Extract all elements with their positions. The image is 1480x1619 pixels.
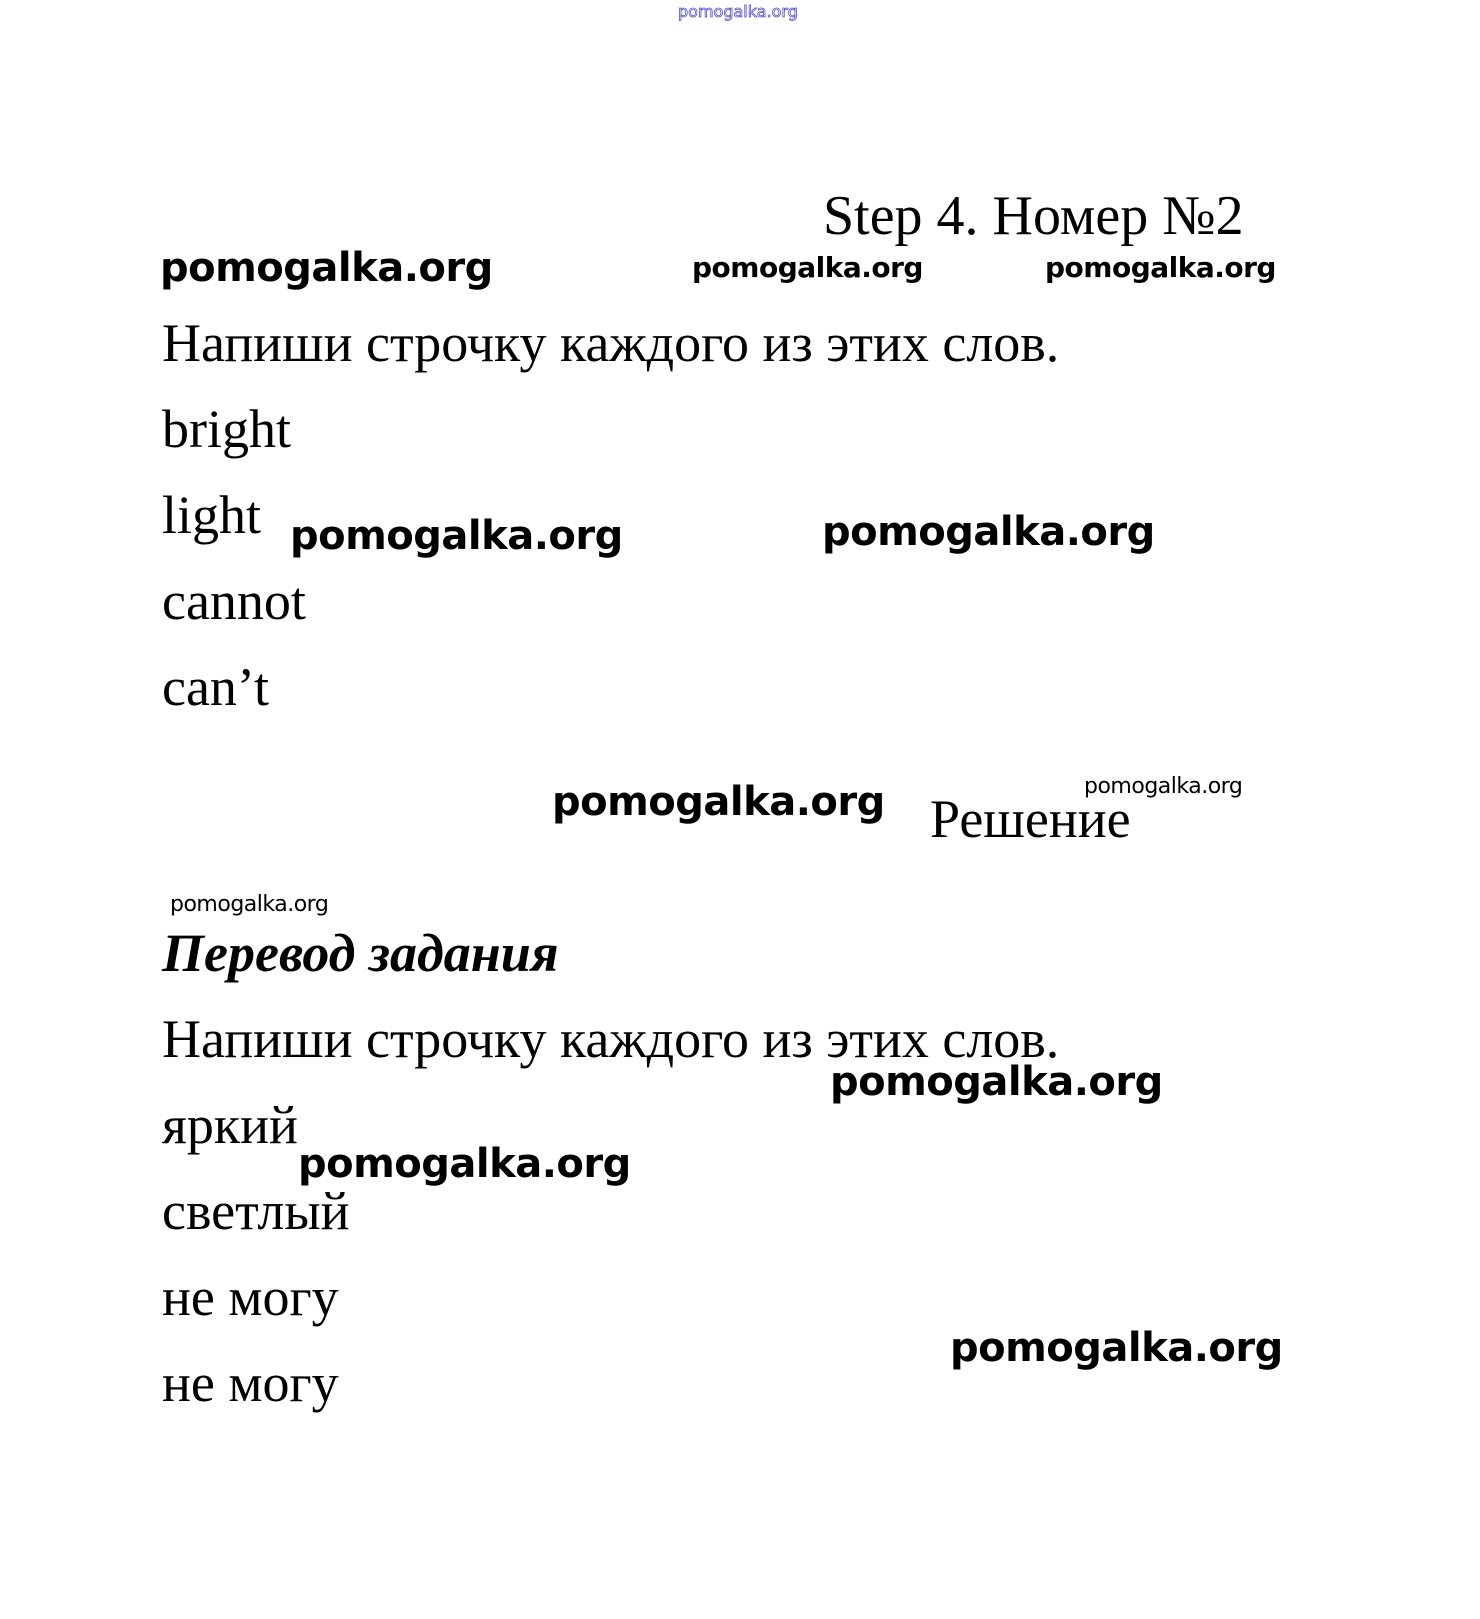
watermark: pomogalka.org: [290, 513, 623, 559]
task-word: can’t: [162, 657, 269, 717]
watermark: pomogalka.org: [692, 251, 923, 284]
translation-word: светлый: [162, 1181, 350, 1241]
task-word: cannot: [162, 571, 306, 631]
solution-heading: Решение: [930, 789, 1131, 849]
translation-instruction: Напиши строчку каждого из этих слов.: [162, 1009, 1060, 1069]
watermark: pomogalka.org: [298, 1141, 631, 1187]
translation-heading: Перевод задания: [162, 923, 559, 983]
task-word: light: [162, 485, 262, 545]
watermark: pomogalka.org: [822, 509, 1155, 555]
watermark: pomogalka.org: [1084, 774, 1243, 799]
watermark: pomogalka.org: [950, 1325, 1283, 1371]
task-instruction: Напиши строчку каждого из этих слов.: [162, 313, 1060, 373]
translation-word: не могу: [162, 1353, 339, 1413]
watermark: pomogalka.org: [552, 779, 885, 825]
watermark: pomogalka.org: [1045, 251, 1276, 284]
translation-word: не могу: [162, 1267, 339, 1327]
header-watermark: pomogalka.org: [678, 2, 798, 21]
task-word: bright: [162, 399, 291, 459]
translation-word: яркий: [162, 1095, 298, 1155]
watermark: pomogalka.org: [160, 245, 493, 291]
watermark: pomogalka.org: [170, 892, 329, 917]
page-title: Step 4. Номер №2: [823, 185, 1244, 247]
watermark: pomogalka.org: [830, 1059, 1163, 1105]
